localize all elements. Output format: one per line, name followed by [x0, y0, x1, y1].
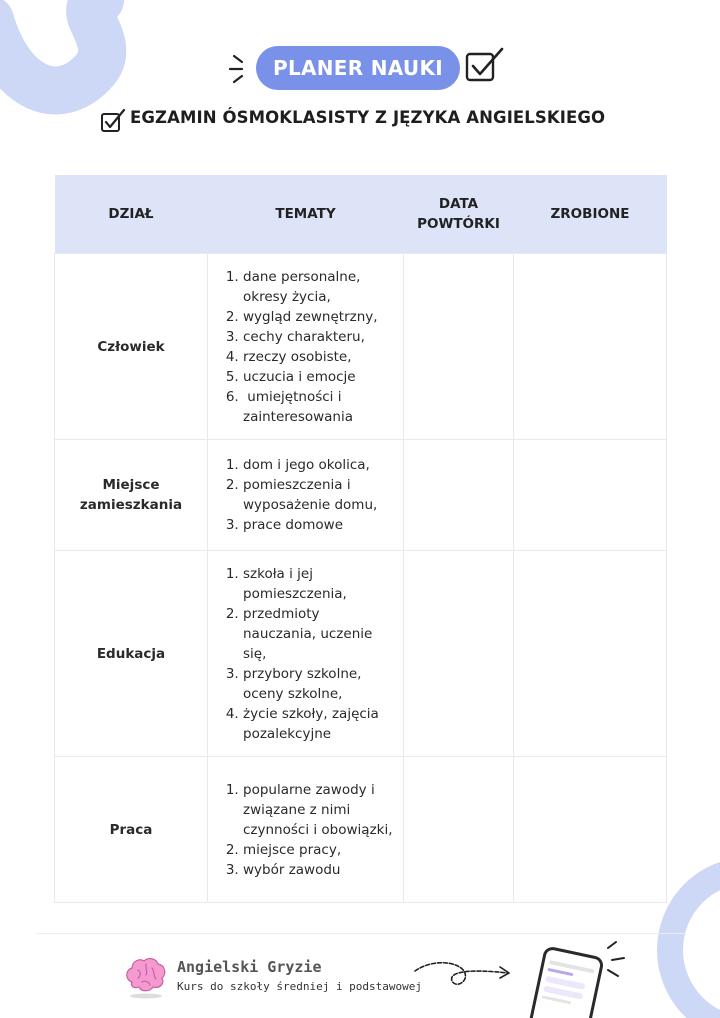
section-name: Miejsce zamieszkania: [55, 440, 208, 551]
review-date-cell[interactable]: [404, 254, 514, 440]
brand-tagline: Kurs do szkoły średniej i podstawowej: [177, 980, 423, 993]
small-checkbox-icon: [100, 108, 126, 134]
topic-item: 6. umiejętności i zainteresowania: [243, 387, 395, 427]
topic-item: 3. przybory szkolne, oceny szkolne,: [243, 664, 395, 704]
topic-item: 2. pomieszczenia i wyposażenie domu,: [243, 475, 395, 515]
topics-cell: [208, 254, 404, 440]
section-name: Edukacja: [55, 551, 208, 757]
topics-cell: [208, 551, 404, 757]
page-title: PLANER NAUKI: [256, 46, 460, 90]
table-row: [55, 551, 667, 757]
table-header-row: [55, 175, 667, 254]
table-row: [55, 757, 667, 903]
topic-list: [230, 267, 395, 427]
review-date-cell[interactable]: [404, 440, 514, 551]
brand-name: Angielski Gryzie: [177, 958, 322, 976]
header-review-date: DATA POWTÓRKI: [404, 175, 514, 254]
topic-item: 1. szkoła i jej pomieszczenia,: [243, 564, 395, 604]
topic-item: 4. rzeczy osobiste,: [243, 347, 395, 367]
topic-item: 1. popularne zawody i związane z nimi czynności i obowiązki,: [243, 780, 395, 840]
done-cell[interactable]: [514, 254, 667, 440]
topic-item: 3. cechy charakteru,: [243, 327, 395, 347]
topic-item: 2. przedmioty nauczania, uczenie się,: [243, 604, 395, 664]
top-left-wave-decoration: [0, 0, 170, 120]
brain-icon: [122, 952, 170, 1000]
exam-subtitle: EGZAMIN ÓSMOKLASISTY Z JĘZYKA ANGIELSKIEGO: [130, 108, 606, 127]
footer-divider: [36, 933, 684, 934]
header-section: DZIAŁ: [55, 175, 208, 254]
smartphone-icon: [520, 940, 630, 1018]
sparkle-icon: [228, 52, 252, 86]
header-topics: TEMATY: [208, 175, 404, 254]
topic-item: 4. życie szkoły, zajęcia pozalekcyjne: [243, 704, 395, 744]
done-cell[interactable]: [514, 440, 667, 551]
curly-arrow-icon: [412, 955, 514, 995]
topic-list: [230, 564, 395, 744]
review-date-cell[interactable]: [404, 757, 514, 903]
topic-item: 3. wybór zawodu: [243, 860, 395, 880]
topic-item: 2. wygląd zewnętrzny,: [243, 307, 395, 327]
topic-item: 2. miejsce pracy,: [243, 840, 395, 860]
topics-cell: [208, 440, 404, 551]
topic-item: 1. dane personalne, okresy życia,: [243, 267, 395, 307]
topic-item: 3. prace domowe: [243, 515, 395, 535]
checkbox-checked-icon: [464, 46, 506, 86]
review-date-cell[interactable]: [404, 551, 514, 757]
section-name: Człowiek: [55, 254, 208, 440]
topics-cell: [208, 757, 404, 903]
table-row: [55, 440, 667, 551]
done-cell[interactable]: [514, 757, 667, 903]
table-row: [55, 254, 667, 440]
study-planner-table: [54, 175, 667, 903]
topic-item: 1. dom i jego okolica,: [243, 455, 395, 475]
done-cell[interactable]: [514, 551, 667, 757]
topic-list: [230, 455, 395, 535]
topic-list: [230, 780, 395, 880]
topic-item: 5. uczucia i emocje: [243, 367, 395, 387]
header-done: ZROBIONE: [514, 175, 667, 254]
section-name: Praca: [55, 757, 208, 903]
